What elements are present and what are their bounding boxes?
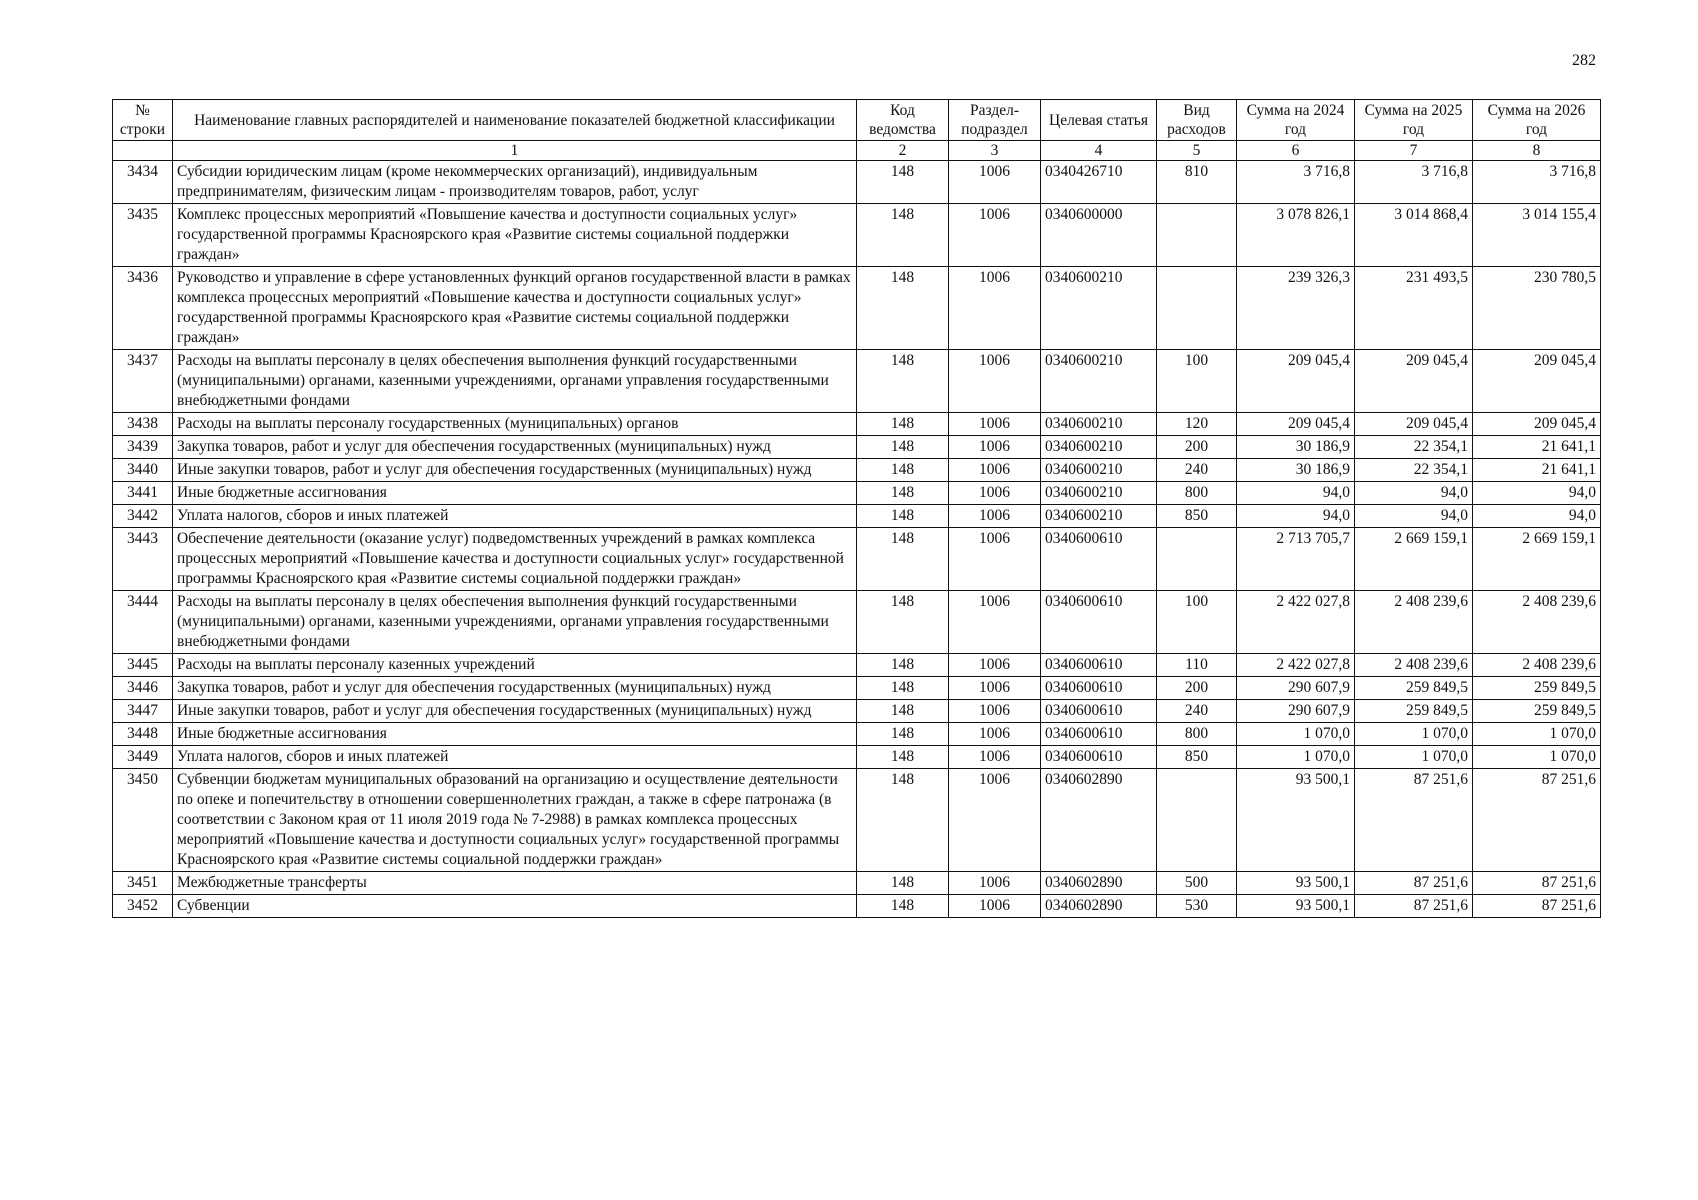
table-row — [113, 700, 1601, 723]
row-number: 3452 — [113, 895, 173, 918]
row-number: 3442 — [113, 505, 173, 528]
sum-2026: 3 014 155,4 — [1473, 204, 1601, 267]
dept-code: 148 — [857, 677, 949, 700]
dept-code: 148 — [857, 204, 949, 267]
table-row — [113, 505, 1601, 528]
sum-2025: 1 070,0 — [1355, 746, 1473, 769]
sum-2024: 3 078 826,1 — [1237, 204, 1355, 267]
row-number: 3446 — [113, 677, 173, 700]
column-number: 8 — [1473, 141, 1601, 161]
table-row — [113, 895, 1601, 918]
sum-2026: 21 641,1 — [1473, 436, 1601, 459]
expense-type-code: 810 — [1157, 161, 1237, 204]
table-row — [113, 654, 1601, 677]
dept-code: 148 — [857, 654, 949, 677]
sum-2026: 94,0 — [1473, 505, 1601, 528]
row-name: Субвенции бюджетам муниципальных образований на организацию и осуществление деятельности по опеке и попечительству в отношении совершеннолетних граждан, а также в сфере патронажа (в соответствии с Законом края от 11 июля 2019 года № 7-2988) в рамках комплекса процессных мероприятий «Повышение качества и доступности социальных услуг» государственной программы Красноярского края «Развитие системы социальной поддержки граждан» — [173, 769, 857, 872]
sum-2024: 93 500,1 — [1237, 895, 1355, 918]
sum-2026: 2 408 239,6 — [1473, 591, 1601, 654]
sum-2026: 87 251,6 — [1473, 769, 1601, 872]
column-number-row — [113, 141, 1601, 161]
target-code: 0340602890 — [1041, 769, 1157, 872]
sum-2025: 259 849,5 — [1355, 677, 1473, 700]
table-row — [113, 267, 1601, 350]
dept-code: 148 — [857, 700, 949, 723]
sum-2024: 209 045,4 — [1237, 350, 1355, 413]
target-code: 0340600210 — [1041, 267, 1157, 350]
section-code: 1006 — [949, 677, 1041, 700]
row-number: 3436 — [113, 267, 173, 350]
sum-2025: 259 849,5 — [1355, 700, 1473, 723]
sum-2026: 21 641,1 — [1473, 459, 1601, 482]
expense-type-code — [1157, 769, 1237, 872]
sum-2024: 290 607,9 — [1237, 677, 1355, 700]
sum-2025: 2 669 159,1 — [1355, 528, 1473, 591]
column-number: 5 — [1157, 141, 1237, 161]
row-name: Субвенции — [173, 895, 857, 918]
section-code: 1006 — [949, 161, 1041, 204]
sum-2026: 259 849,5 — [1473, 677, 1601, 700]
row-name: Руководство и управление в сфере установленных функций органов государственной власти в рамках комплекса процессных мероприятий «Повышение качества и доступности социальных услуг» государственной программы Красноярского края «Развитие системы социальной поддержки граждан» — [173, 267, 857, 350]
target-code: 0340602890 — [1041, 895, 1157, 918]
target-code: 0340600610 — [1041, 700, 1157, 723]
row-number: 3438 — [113, 413, 173, 436]
sum-2026: 209 045,4 — [1473, 413, 1601, 436]
row-number: 3444 — [113, 591, 173, 654]
row-number: 3451 — [113, 872, 173, 895]
expense-type-code: 100 — [1157, 591, 1237, 654]
section-code: 1006 — [949, 204, 1041, 267]
target-code: 0340600610 — [1041, 591, 1157, 654]
dept-code: 148 — [857, 769, 949, 872]
row-name: Расходы на выплаты персоналу в целях обеспечения выполнения функций государственными (муниципальными) органами, казенными учреждениями, органами управления государственными внебюджетными фондами — [173, 350, 857, 413]
dept-code: 148 — [857, 161, 949, 204]
column-number-blank — [113, 141, 173, 161]
row-name: Закупка товаров, работ и услуг для обеспечения государственных (муниципальных) нужд — [173, 677, 857, 700]
sum-2024: 290 607,9 — [1237, 700, 1355, 723]
sum-2024: 2 422 027,8 — [1237, 654, 1355, 677]
budget-table — [112, 99, 1601, 918]
row-name: Расходы на выплаты персоналу в целях обеспечения выполнения функций государственными (муниципальными) органами, казенными учреждениями, органами управления государственными внебюджетными фондами — [173, 591, 857, 654]
sum-2025: 2 408 239,6 — [1355, 591, 1473, 654]
expense-type-code: 200 — [1157, 677, 1237, 700]
expense-type-code: 530 — [1157, 895, 1237, 918]
dept-code: 148 — [857, 872, 949, 895]
table-row — [113, 413, 1601, 436]
row-number: 3441 — [113, 482, 173, 505]
table-row — [113, 204, 1601, 267]
row-name: Уплата налогов, сборов и иных платежей — [173, 505, 857, 528]
sum-2025: 94,0 — [1355, 482, 1473, 505]
sum-2026: 209 045,4 — [1473, 350, 1601, 413]
dept-code: 148 — [857, 895, 949, 918]
row-name: Расходы на выплаты персоналу казенных учреждений — [173, 654, 857, 677]
sum-2024: 2 422 027,8 — [1237, 591, 1355, 654]
sum-2025: 87 251,6 — [1355, 769, 1473, 872]
row-number: 3435 — [113, 204, 173, 267]
row-number: 3443 — [113, 528, 173, 591]
section-code: 1006 — [949, 482, 1041, 505]
row-number: 3445 — [113, 654, 173, 677]
target-code: 0340600610 — [1041, 746, 1157, 769]
header-sum-2025: Сумма на 2025 год — [1355, 100, 1473, 141]
sum-2024: 93 500,1 — [1237, 872, 1355, 895]
target-code: 0340600210 — [1041, 436, 1157, 459]
table-row — [113, 482, 1601, 505]
expense-type-code: 240 — [1157, 459, 1237, 482]
sum-2026: 230 780,5 — [1473, 267, 1601, 350]
row-number: 3448 — [113, 723, 173, 746]
sum-2025: 209 045,4 — [1355, 350, 1473, 413]
sum-2026: 2 408 239,6 — [1473, 654, 1601, 677]
target-code: 0340600210 — [1041, 505, 1157, 528]
sum-2024: 1 070,0 — [1237, 746, 1355, 769]
target-code: 0340600000 — [1041, 204, 1157, 267]
sum-2025: 209 045,4 — [1355, 413, 1473, 436]
expense-type-code: 850 — [1157, 505, 1237, 528]
sum-2025: 22 354,1 — [1355, 436, 1473, 459]
column-number: 3 — [949, 141, 1041, 161]
sum-2025: 87 251,6 — [1355, 872, 1473, 895]
sum-2024: 209 045,4 — [1237, 413, 1355, 436]
header-sum-2024: Сумма на 2024 год — [1237, 100, 1355, 141]
section-code: 1006 — [949, 528, 1041, 591]
dept-code: 148 — [857, 459, 949, 482]
expense-type-code: 240 — [1157, 700, 1237, 723]
section-code: 1006 — [949, 895, 1041, 918]
header-section: Раздел-подраздел — [949, 100, 1041, 141]
sum-2025: 231 493,5 — [1355, 267, 1473, 350]
sum-2025: 94,0 — [1355, 505, 1473, 528]
row-number: 3440 — [113, 459, 173, 482]
sum-2024: 3 716,8 — [1237, 161, 1355, 204]
sum-2026: 94,0 — [1473, 482, 1601, 505]
table-body — [113, 161, 1601, 918]
target-code: 0340602890 — [1041, 872, 1157, 895]
sum-2026: 87 251,6 — [1473, 895, 1601, 918]
sum-2025: 3 014 868,4 — [1355, 204, 1473, 267]
expense-type-code: 200 — [1157, 436, 1237, 459]
section-code: 1006 — [949, 350, 1041, 413]
column-number: 2 — [857, 141, 949, 161]
target-code: 0340600210 — [1041, 482, 1157, 505]
table-row — [113, 872, 1601, 895]
expense-type-code: 500 — [1157, 872, 1237, 895]
target-code: 0340600210 — [1041, 459, 1157, 482]
row-name: Закупка товаров, работ и услуг для обеспечения государственных (муниципальных) нужд — [173, 436, 857, 459]
section-code: 1006 — [949, 459, 1041, 482]
row-name: Расходы на выплаты персоналу государственных (муниципальных) органов — [173, 413, 857, 436]
table-row — [113, 459, 1601, 482]
page-number: 282 — [1572, 52, 1596, 69]
sum-2026: 1 070,0 — [1473, 746, 1601, 769]
row-name: Комплекс процессных мероприятий «Повышение качества и доступности социальных услуг» государственной программы Красноярского края «Развитие системы социальной поддержки граждан» — [173, 204, 857, 267]
expense-type-code — [1157, 204, 1237, 267]
sum-2024: 94,0 — [1237, 505, 1355, 528]
sum-2026: 259 849,5 — [1473, 700, 1601, 723]
table-row — [113, 746, 1601, 769]
expense-type-code — [1157, 528, 1237, 591]
row-name: Иные бюджетные ассигнования — [173, 723, 857, 746]
section-code: 1006 — [949, 267, 1041, 350]
sum-2026: 87 251,6 — [1473, 872, 1601, 895]
dept-code: 148 — [857, 482, 949, 505]
target-code: 0340600610 — [1041, 723, 1157, 746]
sum-2026: 2 669 159,1 — [1473, 528, 1601, 591]
dept-code: 148 — [857, 723, 949, 746]
header-name: Наименование главных распорядителей и наименование показателей бюджетной классификации — [173, 100, 857, 141]
dept-code: 148 — [857, 746, 949, 769]
header-sum-2026: Сумма на 2026 год — [1473, 100, 1601, 141]
column-number: 6 — [1237, 141, 1355, 161]
target-code: 0340600610 — [1041, 677, 1157, 700]
section-code: 1006 — [949, 700, 1041, 723]
row-name: Иные бюджетные ассигнования — [173, 482, 857, 505]
target-code: 0340600210 — [1041, 350, 1157, 413]
sum-2024: 93 500,1 — [1237, 769, 1355, 872]
header-row — [113, 100, 1601, 141]
header-row-no: № строки — [113, 100, 173, 141]
dept-code: 148 — [857, 505, 949, 528]
header-dept-code: Код ведомства — [857, 100, 949, 141]
expense-type-code: 850 — [1157, 746, 1237, 769]
header-expense-type: Вид расходов — [1157, 100, 1237, 141]
row-number: 3437 — [113, 350, 173, 413]
row-number: 3439 — [113, 436, 173, 459]
column-number: 7 — [1355, 141, 1473, 161]
section-code: 1006 — [949, 746, 1041, 769]
sum-2025: 22 354,1 — [1355, 459, 1473, 482]
dept-code: 148 — [857, 436, 949, 459]
header-target: Целевая статья — [1041, 100, 1157, 141]
table-row — [113, 436, 1601, 459]
sum-2026: 1 070,0 — [1473, 723, 1601, 746]
table-row — [113, 161, 1601, 204]
row-number: 3447 — [113, 700, 173, 723]
sum-2024: 30 186,9 — [1237, 436, 1355, 459]
dept-code: 148 — [857, 528, 949, 591]
row-name: Обеспечение деятельности (оказание услуг) подведомственных учреждений в рамках комплекса процессных мероприятий «Повышение качества и доступности социальных услуг» государственной программы Красноярского края «Развитие системы социальной поддержки граждан» — [173, 528, 857, 591]
target-code: 0340426710 — [1041, 161, 1157, 204]
row-name: Иные закупки товаров, работ и услуг для обеспечения государственных (муниципальных) нужд — [173, 459, 857, 482]
sum-2025: 2 408 239,6 — [1355, 654, 1473, 677]
row-number: 3450 — [113, 769, 173, 872]
expense-type-code — [1157, 267, 1237, 350]
sum-2024: 239 326,3 — [1237, 267, 1355, 350]
table-row — [113, 677, 1601, 700]
target-code: 0340600210 — [1041, 413, 1157, 436]
expense-type-code: 120 — [1157, 413, 1237, 436]
column-number: 1 — [173, 141, 857, 161]
sum-2024: 94,0 — [1237, 482, 1355, 505]
row-name: Межбюджетные трансферты — [173, 872, 857, 895]
sum-2024: 2 713 705,7 — [1237, 528, 1355, 591]
row-name: Субсидии юридическим лицам (кроме некоммерческих организаций), индивидуальным предпринимателям, физическим лицам - производителям товаров, работ, услуг — [173, 161, 857, 204]
dept-code: 148 — [857, 350, 949, 413]
sum-2025: 1 070,0 — [1355, 723, 1473, 746]
table-row — [113, 528, 1601, 591]
expense-type-code: 800 — [1157, 723, 1237, 746]
sum-2024: 30 186,9 — [1237, 459, 1355, 482]
section-code: 1006 — [949, 413, 1041, 436]
row-number: 3434 — [113, 161, 173, 204]
sum-2024: 1 070,0 — [1237, 723, 1355, 746]
row-number: 3449 — [113, 746, 173, 769]
section-code: 1006 — [949, 654, 1041, 677]
table-row — [113, 769, 1601, 872]
table-row — [113, 350, 1601, 413]
table-row — [113, 723, 1601, 746]
dept-code: 148 — [857, 267, 949, 350]
section-code: 1006 — [949, 591, 1041, 654]
section-code: 1006 — [949, 505, 1041, 528]
column-number: 4 — [1041, 141, 1157, 161]
table-row — [113, 591, 1601, 654]
expense-type-code: 110 — [1157, 654, 1237, 677]
dept-code: 148 — [857, 413, 949, 436]
expense-type-code: 100 — [1157, 350, 1237, 413]
section-code: 1006 — [949, 769, 1041, 872]
sum-2025: 87 251,6 — [1355, 895, 1473, 918]
section-code: 1006 — [949, 436, 1041, 459]
row-name: Иные закупки товаров, работ и услуг для обеспечения государственных (муниципальных) нужд — [173, 700, 857, 723]
expense-type-code: 800 — [1157, 482, 1237, 505]
sum-2025: 3 716,8 — [1355, 161, 1473, 204]
section-code: 1006 — [949, 872, 1041, 895]
section-code: 1006 — [949, 723, 1041, 746]
row-name: Уплата налогов, сборов и иных платежей — [173, 746, 857, 769]
target-code: 0340600610 — [1041, 528, 1157, 591]
dept-code: 148 — [857, 591, 949, 654]
sum-2026: 3 716,8 — [1473, 161, 1601, 204]
target-code: 0340600610 — [1041, 654, 1157, 677]
